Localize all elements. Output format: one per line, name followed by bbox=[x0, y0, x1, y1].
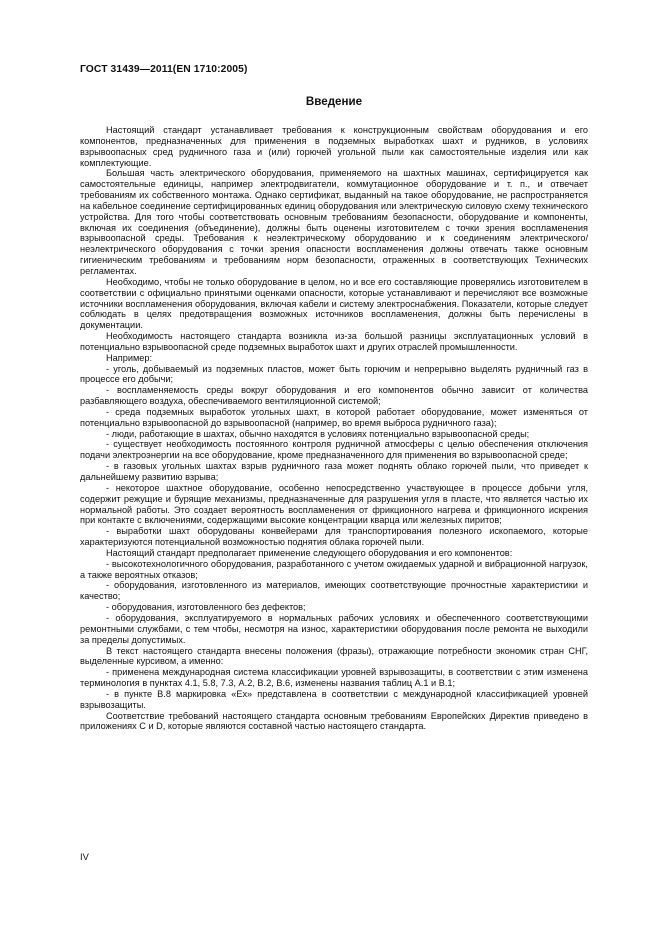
paragraph-2: Большая часть электрического оборудования, применяемого на шахтных машинах, сертифицируется как самостоятельные единицы, например электродвигатели, коммутационное оборудование и т. п., и отвечает требованиям их собственного монтажа. Однако сертификат, выданный на такое оборудование, не распространяется на кабельное соединение сертифицированных единиц оборудования или электрическую силовую схему технического устройства. Для того чтобы соответствовать основным требованиям безопасности, оборудование и компоненты, включая их соединения (объединение), должны быть оценены изготовителем с точки зрения воспламенения взрывоопасной среды. Требования к неэлектрическому оборудованию и к соединениям электрического/неэлектрического оборудования с точки зрения опасности воспламенения должны отвечать также основным гигиеническим требованиям и требованиям норм безопасности, отраженных в соответствующих Технических регламентах. bbox=[80, 168, 588, 276]
paragraph-1: Настоящий стандарт устанавливает требования к конструкционным свойствам оборудования и его компонентов, предназначенных для применения в подземных выработках шахт и рудников, в условиях взрывоопасных сред рудничного газа и (или) горючей угольной пыли как самостоятельные изделия или как комплектующие. bbox=[80, 125, 588, 168]
body-text bbox=[80, 125, 588, 732]
list-item-high-tech: - высокотехнологичного оборудования, разработанного с учетом ожидаемых ударной и вибрационной нагрузок, а также вероятных отказов; bbox=[80, 558, 588, 580]
paragraph-equipment-intro: Настоящий стандарт предполагает применение следующего оборудования и его компонентов: bbox=[106, 547, 513, 558]
paragraph-3: Необходимо, чтобы не только оборудование в целом, но и все его составляющие проверялись изготовителем в соответствии с официально принятыми оценками опасности, которые устанавливают и перечисляют все возможные источники воспламенения оборудования, включая кабели и систему электроснабжения. Показатели, которые следует соблюдать в целях предотвращения возможных источников воспламенения, должны быть перечислены в документации. bbox=[80, 276, 588, 331]
list-item-flammability: - воспламеняемость среды вокруг оборудования и его компонентов обычно зависит от количества разбавляющего воздуха, обеспечиваемого вентиляционной системой; bbox=[80, 385, 588, 407]
paragraph-4: Необходимость настоящего стандарта возникла из-за большой разницы эксплуатационных условий в потенциально взрывоопасной среде подземных выработок шахт и других отраслей промышленности. bbox=[80, 331, 588, 352]
paragraph-example-intro: Например: bbox=[106, 352, 153, 363]
page-number: IV bbox=[80, 851, 89, 862]
list-item-people: - люди, работающие в шахтах, обычно находятся в условиях потенциально взрывоопасной среды; bbox=[106, 428, 530, 439]
list-item-materials: - оборудования, изготовленного из материалов, имеющих соответствующие прочностные характеристики и качество; bbox=[80, 580, 588, 602]
list-item-no-defects: - оборудования, изготовленного без дефектов; bbox=[106, 602, 306, 613]
list-item-cutting-equipment: - некоторое шахтное оборудование, особенно непосредственно участвующее в процессе добычи угля, содержит режущие и бурящие механизмы, предназначенные для разрушения угля в пласте, что является частью их нормальной работы. Это создает вероятность воспламенения от фрикционного нагрева и фрикционного искрения при контакте с включениями, содержащими высокие концентрации кварца или железных пиритов; bbox=[80, 482, 588, 526]
running-header: ГОСТ 31439—2011(EN 1710:2005) bbox=[80, 64, 248, 75]
list-item-gas-explosion: - в газовых угольных шахтах взрыв рудничного газа может поднять облако горючей пыли, что приведет к дальнейшему развитию взрыва; bbox=[80, 461, 588, 482]
section-title: Введение bbox=[305, 95, 363, 108]
paragraph-cis: В текст настоящего стандарта внесены положения (фразы), отражающие потребности экономик стран СНГ, выделенные курсивом, а именно: bbox=[80, 645, 588, 667]
list-item-monitoring: - существует необходимость постоянного контроля рудничной атмосферы с целью обеспечения отключения подачи электроэнергии на все оборудование, кроме предназначенного для применения во взрывоопасной среде; bbox=[80, 439, 588, 461]
list-item-classification: - применена международная система классификации уровней взрывозащиты, в соответствии с этим изменена терминология в пунктах 4.1, 5.8, 7.3, А.2, В.2, В.6, изменены названия таблиц А.1 и В.1; bbox=[80, 667, 588, 689]
list-item-coal: - уголь, добываемый из подземных пластов, может быть горючим и непрерывно выделять рудничный газ в процессе его добычи; bbox=[80, 363, 588, 385]
list-item-atmosphere: - среда подземных выработок угольных шахт, в которой работает оборудование, может изменяться от потенциально взрывоопасной до взрывоопасной (например, во время выброса рудничного газа); bbox=[80, 406, 588, 428]
paragraph-directives: Соответствие требований настоящего стандарта основным требованиям Европейских Директив приведено в приложениях С и D, которые являются составной частью настоящего стандарта. bbox=[80, 710, 588, 732]
list-item-operation: - оборудования, эксплуатируемого в нормальных рабочих условиях и обеспеченного соответствующими ремонтными службами, с тем чтобы, несмотря на износ, характеристики оборудования после ремонта не выходили за пределы допустимых. bbox=[80, 612, 588, 645]
list-item-marking: - в пункте В.8 маркировка «Ex» представлена в соответствии с международной классификацией уровней взрывозащиты. bbox=[80, 688, 588, 710]
list-item-conveyors: - выработки шахт оборудованы конвейерами для транспортирования полезного ископаемого, которые характеризуются потенциальной возможностью поднятия облака горючей пыли. bbox=[80, 526, 588, 548]
